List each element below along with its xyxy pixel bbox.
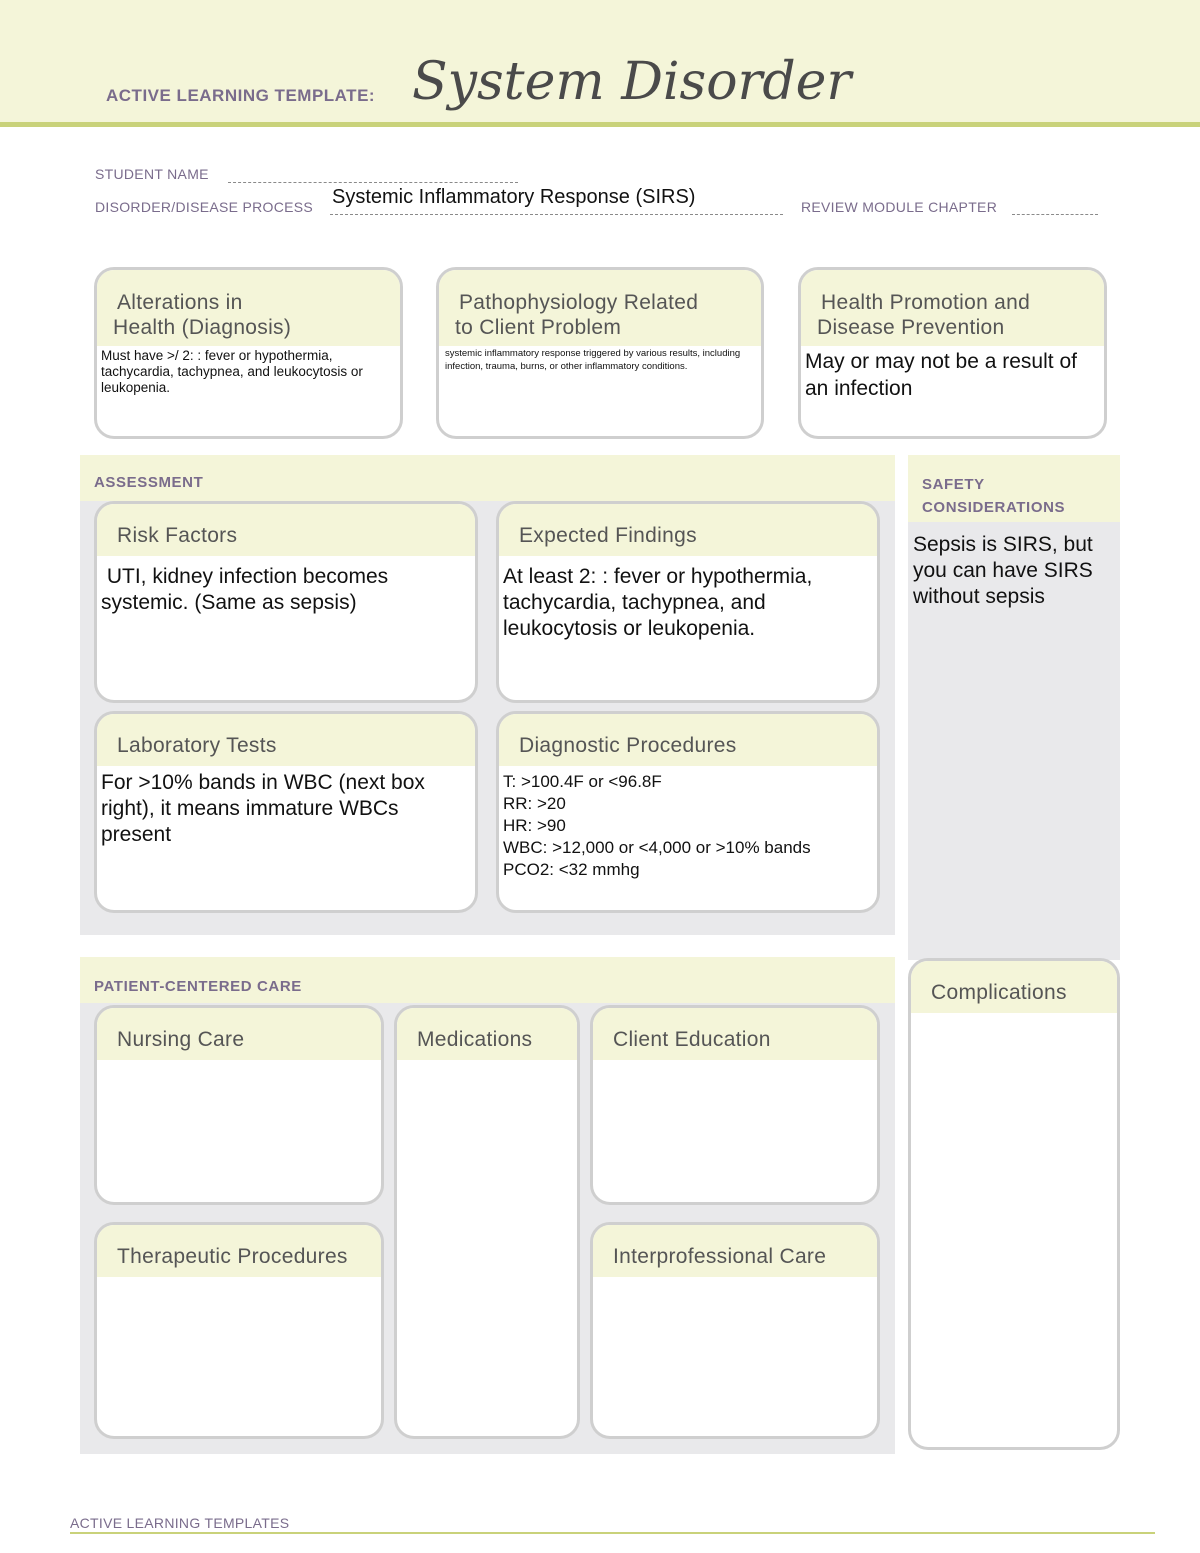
nursing-care-title: Nursing Care <box>97 1008 381 1060</box>
pathophysiology-title-line1: Pathophysiology Related <box>459 291 699 314</box>
template-label: ACTIVE LEARNING TEMPLATE: <box>106 86 376 105</box>
client-education-title: Client Education <box>593 1008 877 1060</box>
pathophysiology-box[interactable] <box>436 267 764 439</box>
therapeutic-procedures-box[interactable] <box>94 1222 384 1439</box>
safety-label-line1: SAFETY <box>922 476 985 493</box>
expected-findings-title: Expected Findings <box>499 504 877 556</box>
diagnostic-line: HR: >90 <box>503 816 566 835</box>
risk-factors-title: Risk Factors <box>97 504 475 556</box>
laboratory-tests-body: For >10% bands in WBC (next box right), it means immature WBCs present <box>101 771 425 846</box>
footer-text: ACTIVE LEARNING TEMPLATES <box>70 1515 290 1531</box>
alterations-title-line1: Alterations in <box>117 291 243 314</box>
footer-rule <box>70 1532 1155 1534</box>
template-title: System Disorder <box>412 52 852 112</box>
pathophysiology-title-line2: to Client Problem <box>455 316 622 339</box>
patient-care-label: PATIENT-CENTERED CARE <box>94 978 302 995</box>
alterations-body: Must have >/ 2: : fever or hypothermia, tachycardia, tachypnea, and leukocytosis or leukopenia. <box>101 348 363 395</box>
complications-title: Complications <box>911 961 1117 1013</box>
review-module-field[interactable] <box>1012 201 1098 215</box>
client-education-box[interactable] <box>590 1005 880 1205</box>
health-promotion-box[interactable] <box>798 267 1107 439</box>
alterations-box[interactable] <box>94 267 403 439</box>
health-promotion-title-line2: Disease Prevention <box>817 316 1005 339</box>
complications-box[interactable] <box>908 958 1120 1450</box>
alterations-title-line2: Health (Diagnosis) <box>113 316 292 339</box>
header-rule <box>0 122 1200 127</box>
health-promotion-body: May or may not be a result of an infection <box>805 350 1077 400</box>
disorder-label: DISORDER/DISEASE PROCESS <box>95 199 314 215</box>
interprofessional-care-box[interactable] <box>590 1222 880 1439</box>
pathophysiology-body: systemic inflammatory response triggered by various results, including infection, trauma, burns, or other inflammatory conditions. <box>445 348 741 372</box>
disorder-value: Systemic Inflammatory Response (SIRS) <box>332 186 696 208</box>
expected-findings-box[interactable] <box>496 501 880 703</box>
laboratory-tests-box[interactable] <box>94 711 478 913</box>
risk-factors-box[interactable] <box>94 501 478 703</box>
student-name-field[interactable] <box>228 168 518 183</box>
safety-label-line2: CONSIDERATIONS <box>922 499 1066 516</box>
student-name-label: STUDENT NAME <box>95 166 209 182</box>
diagnostic-line: RR: >20 <box>503 794 566 813</box>
interprofessional-care-title: Interprofessional Care <box>593 1225 877 1277</box>
diagnostic-line: PCO2: <32 mmhg <box>503 860 640 879</box>
diagnostic-line: T: >100.4F or <96.8F <box>503 772 662 791</box>
laboratory-tests-title: Laboratory Tests <box>97 714 475 766</box>
therapeutic-procedures-title: Therapeutic Procedures <box>97 1225 381 1277</box>
expected-findings-body: At least 2: : fever or hypothermia, tachycardia, tachypnea, and leukocytosis or leukopenia. <box>503 565 813 640</box>
review-module-label: REVIEW MODULE CHAPTER <box>801 199 998 215</box>
diagnostic-procedures-title: Diagnostic Procedures <box>499 714 877 766</box>
safety-body[interactable]: Sepsis is SIRS, but you can have SIRS without sepsis <box>913 533 1093 608</box>
medications-box[interactable] <box>394 1005 580 1439</box>
safety-label <box>922 473 1065 519</box>
risk-factors-body: UTI, kidney infection becomes systemic. (Same as sepsis) <box>101 565 394 614</box>
safety-panel <box>908 455 1120 960</box>
diagnostic-procedures-box[interactable] <box>496 711 880 913</box>
nursing-care-box[interactable] <box>94 1005 384 1205</box>
health-promotion-title-line1: Health Promotion and <box>821 291 1031 314</box>
diagnostic-line: WBC: >12,000 or <4,000 or >10% bands <box>503 838 811 857</box>
medications-title: Medications <box>397 1008 577 1060</box>
assessment-label: ASSESSMENT <box>94 474 204 491</box>
